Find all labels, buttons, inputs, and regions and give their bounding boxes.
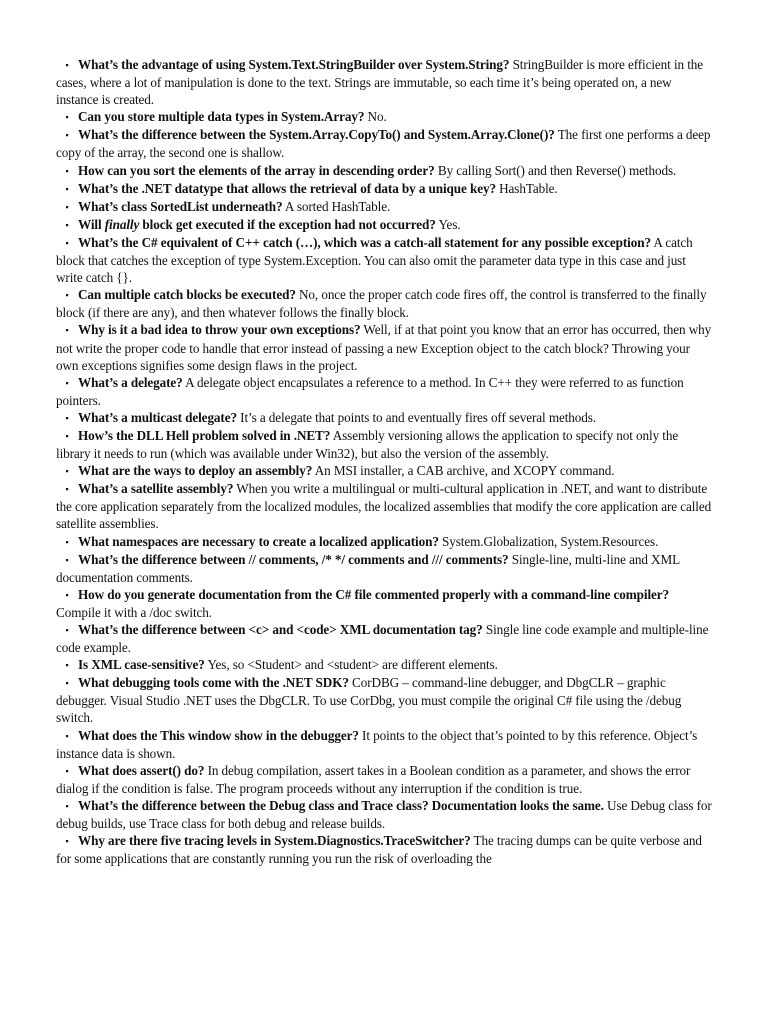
qa-item-finally — [56, 216, 712, 234]
bullet-icon: ▪ — [65, 466, 69, 477]
question-text: Why is it a bad idea to throw your own exceptions? — [78, 322, 361, 338]
qa-item-sortedlist — [56, 198, 712, 216]
answer-text: Well, if at that point you know that an error has occurred, then why not write the proper code to handle that error instead of passing a new Exception object to the catch block? Throwing your own exceptions signifies some design flaws in the project. — [56, 322, 712, 373]
bullet-icon: ▪ — [65, 130, 69, 141]
bullet-icon: ▪ — [65, 183, 69, 194]
qa-item-array-types — [56, 108, 712, 126]
bullet-icon: ▪ — [65, 377, 69, 388]
question-text: Can you store multiple data types in System.Array? — [78, 109, 365, 125]
answer-text: In debug compilation, assert takes in a Boolean condition as a parameter, and shows the error dialog if the condition is false. The program proceeds without any interruption if the condition is true. — [56, 762, 691, 796]
bullet-icon: ▪ — [65, 678, 69, 689]
qa-item-sort-descending — [56, 162, 712, 180]
qa-item-throw-own — [56, 321, 712, 373]
document-page — [56, 56, 712, 867]
qa-item-assert — [56, 762, 712, 797]
qa-item-this-window — [56, 727, 712, 762]
answer-text: No, once the proper catch code fires off, the control is transferred to the finally block (if there are any), and then whatever follows the finally block. — [56, 287, 707, 321]
bullet-icon: ▪ — [65, 836, 69, 847]
question-text: Is XML case-sensitive? — [78, 657, 205, 673]
bullet-icon: ▪ — [65, 554, 69, 565]
question-text: How do you generate documentation from the C# file commented properly with a command-line compiler? — [78, 586, 670, 602]
bullet-icon: ▪ — [65, 325, 69, 336]
qa-item-debug-tools — [56, 674, 712, 726]
bullet-icon: ▪ — [65, 165, 69, 176]
question-text: What’s the difference between <c> and <code> XML documentation tag? — [78, 622, 483, 637]
bullet-icon: ▪ — [65, 290, 69, 301]
question-emphasis: finally — [104, 216, 140, 232]
bullet-icon: ▪ — [65, 237, 69, 248]
qa-item-debug-trace — [56, 797, 712, 832]
qa-item-multiple-catch — [56, 286, 712, 321]
answer-text: HashTable. — [495, 180, 558, 196]
qa-item-comments — [56, 551, 712, 586]
question-prefix: Will — [78, 216, 105, 232]
question-suffix: block get executed if the exception had not occurred? — [139, 216, 436, 232]
answer-text: By calling Sort() and then Reverse() methods. — [434, 162, 677, 178]
qa-item-delegate — [56, 374, 712, 409]
bullet-icon: ▪ — [65, 765, 69, 776]
bullet-icon: ▪ — [65, 112, 69, 123]
qa-item-stringbuilder — [56, 56, 712, 108]
bullet-icon: ▪ — [65, 412, 69, 423]
question-text: What’s the C# equivalent of C++ catch (…), which was a catch-all statement for any possible exception? — [78, 234, 651, 250]
question-text: What’s the difference between the Debug class and Trace class? Documentation looks the same. — [78, 797, 604, 813]
question-text: What’s class SortedList underneath? — [78, 198, 283, 214]
qa-item-unique-key — [56, 180, 712, 198]
answer-text: Single-line, multi-line and XML documentation comments. — [56, 551, 680, 585]
bullet-icon: ▪ — [65, 625, 69, 635]
question-text: Can multiple catch blocks be executed? — [78, 287, 296, 303]
bullet-icon: ▪ — [65, 660, 69, 671]
answer-text: Use Debug class for debug builds, use Trace class for both debug and release builds. — [56, 797, 712, 832]
question-text: What does the This window show in the debugger? — [78, 727, 359, 743]
question-text: How’s the DLL Hell problem solved in .NET? — [78, 427, 331, 443]
bullet-icon: ▪ — [65, 484, 69, 495]
question-text: Why are there five tracing levels in System.Diagnostics.TraceSwitcher? — [78, 833, 471, 849]
question-text: What’s the .NET datatype that allows the retrieval of data by a unique key? — [78, 180, 496, 196]
bullet-icon: ▪ — [65, 800, 69, 811]
question-text: What does assert() do? — [78, 762, 205, 778]
qa-item-xml-case — [56, 656, 712, 674]
bullet-icon: ▪ — [65, 589, 69, 600]
bullet-icon: ▪ — [65, 730, 69, 741]
qa-item-generate-docs — [56, 586, 712, 621]
answer-text: It points to the object that’s pointed to by this reference. Object’s instance data is shown. — [56, 727, 698, 761]
answer-text: The tracing dumps can be quite verbose and for some applications that are constantly running you run the risk of overloading the — [56, 833, 702, 867]
question-text: What namespaces are necessary to create a localized application? — [78, 533, 439, 549]
answer-text: It’s a delegate that points to and eventually fires off several methods. — [236, 409, 597, 425]
answer-text: A sorted HashTable. — [282, 198, 391, 214]
question-text: What’s a satellite assembly? — [78, 481, 234, 497]
answer-text: System.Globalization, System.Resources. — [438, 533, 659, 549]
bullet-icon: ▪ — [65, 219, 69, 230]
bullet-icon: ▪ — [65, 536, 69, 547]
question-text — [78, 217, 436, 232]
bullet-icon: ▪ — [65, 60, 69, 70]
qa-item-copyto-clone — [56, 126, 712, 161]
qa-item-dll-hell — [56, 427, 712, 462]
question-text: How can you sort the elements of the array in descending order? — [78, 162, 435, 178]
qa-item-namespaces — [56, 533, 712, 551]
qa-item-deploy — [56, 462, 712, 480]
question-text: What’s a delegate? — [78, 374, 183, 390]
answer-text: Yes. — [435, 216, 461, 232]
qa-item-satellite — [56, 480, 712, 532]
answer-text: Assembly versioning allows the application to specify not only the library it needs to run (which was available under Win32), but also the version of the assembly. — [56, 427, 679, 462]
question-text: What’s the difference between // comments, /* */ comments and /// comments? — [78, 551, 509, 567]
answer-text: When you write a multilingual or multi-cultural application in .NET, and want to distribute the core application separately from the localized modules, the localized assemblies that modify the core application are called satellite assemblies. — [56, 481, 712, 532]
qa-item-c-code-tag — [56, 621, 712, 656]
bullet-icon: ▪ — [65, 430, 69, 441]
answer-text: StringBuilder is more efficient in the cases, where a lot of manipulation is done to the text. Strings are immutable, so each time it’s being operated on, a new instance is created. — [56, 57, 704, 108]
question-text: What’s the advantage of using System.Text.StringBuilder over System.String? — [78, 57, 510, 72]
question-text: What’s a multicast delegate? — [78, 409, 237, 425]
qa-item-catch-all — [56, 234, 712, 286]
answer-text: A catch block that catches the exception of type System.Exception. You can also omit the parameter data type in this case and just write catch {}. — [56, 234, 693, 286]
question-text: What’s the difference between the System.Array.CopyTo() and System.Array.Clone()? — [78, 127, 555, 143]
answer-text: No. — [364, 109, 387, 125]
question-text: What debugging tools come with the .NET SDK? — [78, 675, 349, 691]
answer-text: Single line code example and multiple-line code example. — [56, 622, 709, 656]
answer-text: An MSI installer, a CAB archive, and XCOPY command. — [312, 463, 615, 479]
answer-text: Yes, so <Student> and <student> are different elements. — [204, 657, 498, 673]
answer-text: The first one performs a deep copy of the array, the second one is shallow. — [56, 127, 711, 161]
answer-text: Compile it with a /doc switch. — [56, 604, 212, 620]
bullet-icon: ▪ — [65, 201, 69, 212]
qa-item-multicast — [56, 409, 712, 427]
answer-text: CorDBG – command-line debugger, and DbgCLR – graphic debugger. Visual Studio .NET uses the DbgCLR. To use CorDbg, you must compile the original C# file using the /debug switch. — [56, 675, 682, 726]
qa-item-tracing-levels — [56, 832, 712, 867]
question-text: What are the ways to deploy an assembly? — [78, 463, 313, 479]
answer-text: A delegate object encapsulates a reference to a method. In C++ they were referred to as function pointers. — [56, 374, 684, 408]
